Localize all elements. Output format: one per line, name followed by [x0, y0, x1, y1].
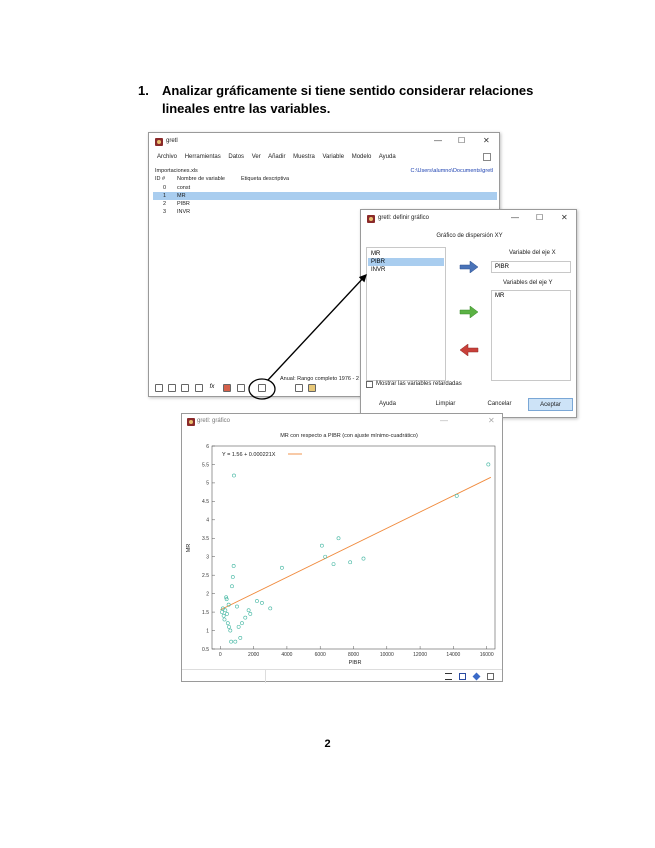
- list-item[interactable]: MR: [371, 251, 381, 257]
- data-point: [224, 609, 227, 612]
- graph-options-icon[interactable]: [473, 673, 481, 681]
- main-window-title: gretl: [166, 138, 178, 144]
- x-tick-label: 0: [218, 652, 222, 658]
- x-tick-label: 10000: [379, 652, 394, 658]
- x-tick-label: 4000: [281, 652, 293, 658]
- data-point: [247, 609, 250, 612]
- accept-button[interactable]: Aceptar: [528, 398, 573, 411]
- variable-id: 1: [163, 193, 167, 199]
- maximize-button[interactable]: ☐: [536, 213, 544, 222]
- y-tick-label: 4: [206, 517, 209, 524]
- menu-icon[interactable]: [445, 673, 452, 680]
- data-point: [225, 598, 228, 601]
- x-axis-variable-field[interactable]: PIBR: [491, 261, 571, 273]
- y-tick-label: 3: [206, 554, 209, 561]
- y-tick-label: 5.5: [202, 462, 209, 469]
- data-point: [249, 612, 252, 615]
- data-point: [237, 625, 240, 628]
- x-axis-variable-label: Variable del eje X: [509, 250, 556, 256]
- pointer-arrow: [268, 275, 366, 380]
- x-tick-label: 8000: [347, 652, 360, 658]
- data-point: [234, 640, 237, 643]
- y-tick-label: 1: [206, 628, 209, 635]
- close-button[interactable]: ✕: [561, 213, 568, 222]
- y-tick-label: 4.5: [202, 499, 209, 506]
- menu-muestra[interactable]: Muestra: [293, 154, 315, 160]
- y-tick-label: 2: [206, 591, 209, 598]
- show-lags-label: Mostrar las variables retardadas: [376, 381, 462, 387]
- variable-name: PIBR: [177, 201, 190, 207]
- gretl-chart-window: [181, 413, 503, 682]
- dataset-filename: Importaciones.xls: [155, 168, 198, 174]
- menu-herramientas[interactable]: Herramientas: [184, 154, 221, 160]
- data-point: [226, 622, 229, 625]
- data-point: [324, 555, 327, 558]
- minimize-button[interactable]: —: [434, 136, 442, 145]
- minimize-button[interactable]: —: [511, 213, 519, 222]
- menu-datos[interactable]: Datos: [228, 154, 245, 160]
- chart-title: MR con respecto a PIBR (con ajuste mínimo-cuadrático): [280, 433, 418, 439]
- menu-anadir[interactable]: Añadir: [268, 154, 286, 160]
- y-axis-variables-label: Variables del eje Y: [503, 280, 553, 286]
- minimize-button[interactable]: —: [440, 416, 448, 425]
- function-fx-icon[interactable]: fx: [209, 384, 215, 390]
- x-tick-label: 6000: [314, 652, 326, 658]
- variable-name: const: [177, 185, 191, 191]
- data-point: [222, 614, 225, 617]
- data-point: [362, 557, 365, 560]
- y-tick-label: 1.5: [202, 609, 209, 616]
- column-variable-name[interactable]: Nombre de variable: [177, 176, 225, 182]
- close-button[interactable]: ✕: [483, 136, 490, 145]
- x-tick-label: 16000: [479, 652, 494, 658]
- y-tick-label: 0.5: [202, 646, 209, 653]
- data-point: [332, 563, 335, 566]
- y-tick-label: 5: [206, 480, 209, 487]
- data-point: [455, 494, 458, 497]
- data-point: [227, 625, 230, 628]
- data-point: [239, 636, 242, 639]
- data-point: [231, 575, 234, 578]
- dataset-filepath: C:\Users\alumno\Documents\gretl: [410, 168, 493, 174]
- scatter-chart: [182, 414, 504, 669]
- data-point: [337, 537, 340, 540]
- list-item[interactable]: INVR: [371, 267, 386, 273]
- variable-name: MR: [177, 193, 186, 199]
- data-point: [229, 629, 232, 632]
- plot-frame: [212, 446, 495, 649]
- data-point: [223, 618, 226, 621]
- plot-area: [202, 444, 495, 658]
- chart-window-title: gretl: gráfico: [197, 418, 231, 424]
- data-point: [280, 566, 283, 569]
- data-point: [232, 474, 235, 477]
- data-point: [255, 599, 258, 602]
- data-point: [225, 612, 228, 615]
- column-id[interactable]: ID #: [155, 176, 166, 182]
- list-item-selected[interactable]: PIBR: [368, 258, 444, 266]
- help-button[interactable]: Ayuda: [366, 398, 409, 411]
- x-tick-label: 14000: [446, 652, 461, 658]
- data-point: [320, 544, 323, 547]
- x-axis-label: PIBR: [348, 660, 362, 666]
- menu-variable[interactable]: Variable: [322, 154, 345, 160]
- data-point: [260, 601, 263, 604]
- zoom-icon[interactable]: [459, 673, 466, 680]
- exercise-text: Analizar gráficamente si tiene sentido considerar relaciones lineales entre las variables.: [162, 83, 534, 116]
- sample-range-status: Anual: Rango completo 1976 - 2: [280, 376, 359, 382]
- clear-button[interactable]: Limpiar: [423, 398, 468, 411]
- variable-id: 2: [163, 201, 167, 207]
- dialog-title: gretl: definir gráfico: [378, 215, 430, 221]
- x-tick-label: 2000: [248, 652, 260, 658]
- legend-equation: Y = 1.56 + 0.000221X: [222, 452, 276, 458]
- data-point: [220, 610, 223, 613]
- column-description[interactable]: Etiqueta descriptiva: [241, 176, 289, 182]
- plot-type-label: Gráfico de dispersión XY: [436, 233, 503, 239]
- variable-name: INVR: [177, 209, 191, 215]
- cancel-button[interactable]: Cancelar: [477, 398, 522, 411]
- data-point: [349, 561, 352, 564]
- data-point: [235, 605, 238, 608]
- menu-archivo[interactable]: Archivo: [157, 154, 178, 160]
- data-point: [240, 622, 243, 625]
- exercise-number: 1.: [138, 83, 149, 98]
- fit-line: [220, 477, 491, 610]
- data-point: [244, 616, 247, 619]
- menu-ver[interactable]: Ver: [251, 154, 261, 160]
- close-plot-icon[interactable]: [487, 673, 494, 680]
- y-tick-label: 6: [206, 443, 209, 450]
- x-tick-label: 12000: [413, 652, 428, 658]
- y-tick-label: 2.5: [202, 572, 209, 579]
- maximize-button[interactable]: ☐: [458, 136, 466, 145]
- menu-ayuda[interactable]: Ayuda: [378, 154, 396, 160]
- data-point: [269, 607, 272, 610]
- highlight-circle: [249, 379, 275, 399]
- variable-id: 0: [163, 185, 167, 191]
- y-axis-variables-list[interactable]: MR: [491, 290, 571, 381]
- data-point: [232, 564, 235, 567]
- coordinate-readout: [182, 670, 266, 683]
- y-axis-label: MR: [186, 543, 192, 553]
- data-point: [487, 463, 490, 466]
- page-number: 2: [324, 738, 331, 750]
- chart-statusbar: [182, 669, 502, 683]
- y-tick-label: 3.5: [202, 536, 209, 543]
- data-point: [230, 585, 233, 588]
- menu-modelo[interactable]: Modelo: [351, 154, 372, 160]
- variable-id: 3: [163, 209, 167, 215]
- data-point: [230, 640, 233, 643]
- close-button[interactable]: ✕: [488, 416, 495, 425]
